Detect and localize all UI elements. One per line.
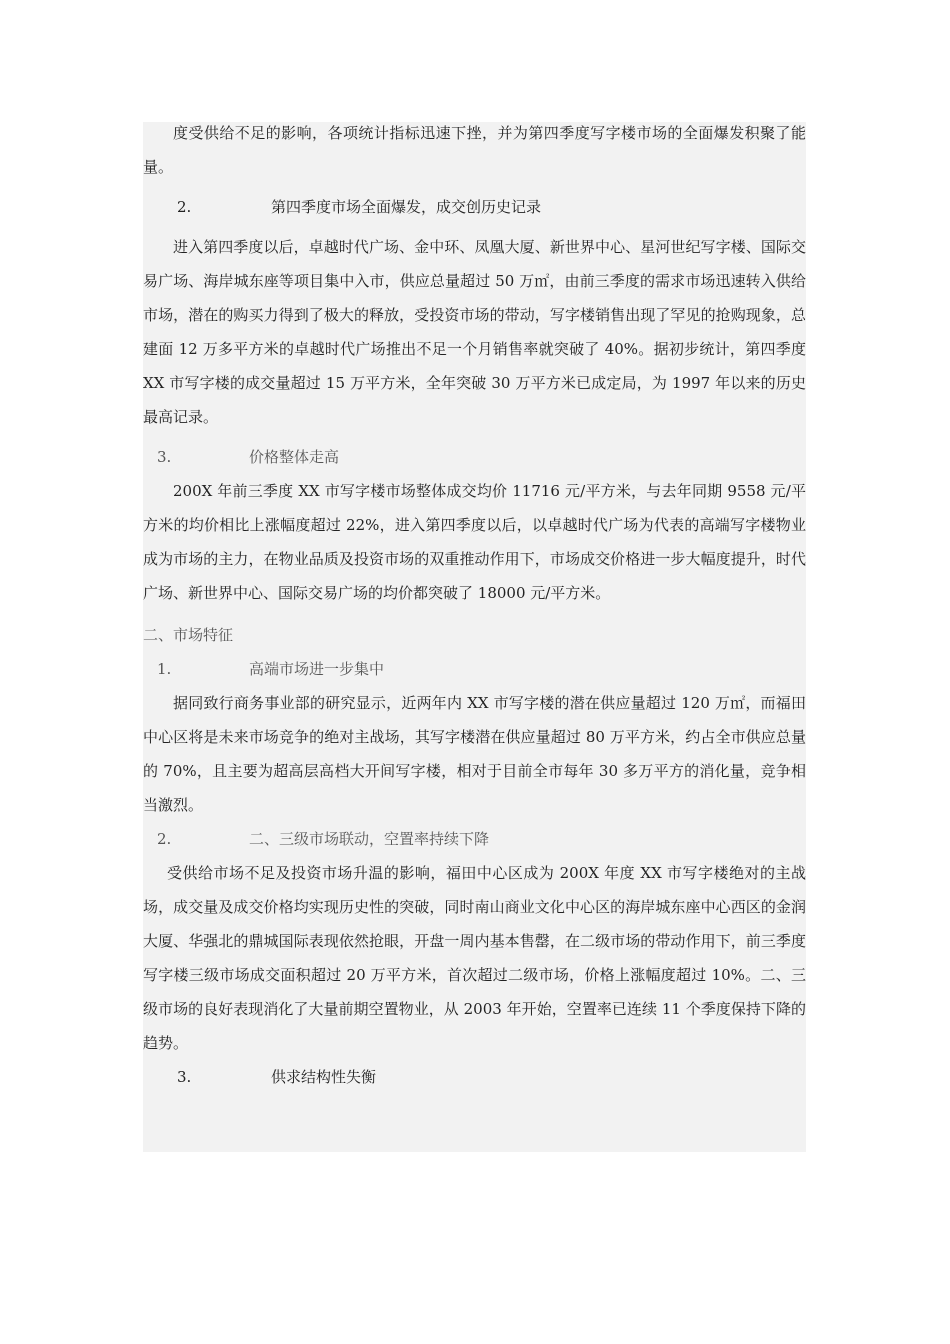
- heading-price-number: 3.: [157, 448, 172, 466]
- heading-concentration-number: 1.: [157, 660, 172, 678]
- concentration-paragraph: 据同致行商务事业部的研究显示，近两年内 XX 市写字楼的潜在供应量超过 120 万㎡，而福田中心区将是未来市场竞争的绝对主战场，其写字楼潜在供应量超过 80 万平方米，约占全市供应总量的 70%，且主要为超高层高档大开间写字楼，相对于目前全市每年 30 多万平方的消化量，竞争相当激烈。: [143, 694, 806, 814]
- heading-linkage-title: 二、三级市场联动，空置率持续下降: [249, 830, 490, 848]
- intro-paragraph: 度受供给不足的影响，各项统计指标迅速下挫，并为第四季度写字楼市场的全面爆发积聚了能量。: [143, 124, 806, 176]
- heading-q4-number: 2.: [177, 198, 192, 216]
- q4-paragraph: 进入第四季度以后，卓越时代广场、金中环、凤凰大厦、新世界中心、星河世纪写字楼、国际交易广场、海岸城东座等项目集中入市，供应总量超过 50 万㎡，由前三季度的需求市场迅速转入供给市场，潜在的购买力得到了极大的释放，受投资市场的带动，写字楼销售出现了罕见的抢购现象，总建面 12 万多平方米的卓越时代广场推出不足一个月销售率就突破了 40%。据初步统计，第四季度 XX 市写字楼的成交量超过 15 万平方米，全年突破 30 万平方米已成定局，为 1997 年以来的历史最高记录。: [143, 238, 806, 426]
- heading-q4-title: 第四季度市场全面爆发，成交创历史记录: [271, 198, 542, 216]
- heading-q4: [143, 190, 806, 224]
- heading-price: [143, 440, 806, 474]
- heading-linkage-number: 2.: [157, 830, 172, 848]
- heading-imbalance-title: 供求结构性失衡: [271, 1068, 377, 1086]
- heading-concentration: [143, 652, 806, 686]
- heading-price-title: 价格整体走高: [249, 448, 340, 466]
- document-body: [143, 116, 806, 1094]
- heading-imbalance-number: 3.: [177, 1068, 192, 1086]
- heading-imbalance: [143, 1060, 806, 1094]
- price-paragraph: 200X 年前三季度 XX 市写字楼市场整体成交均价 11716 元/平方米，与去年同期 9558 元/平方米的均价相比上涨幅度超过 22%，进入第四季度以后，以卓越时代广场为代表的高端写字楼物业成为市场的主力，在物业品质及投资市场的双重推动作用下，市场成交价格进一步大幅度提升，时代广场、新世界中心、国际交易广场的均价都突破了 18000 元/平方米。: [143, 482, 806, 602]
- linkage-paragraph: 受供给市场不足及投资市场升温的影响，福田中心区成为 200X 年度 XX 市写字楼绝对的主战场，成交量及成交价格均实现历史性的突破，同时南山商业文化中心区的海岸城东座中心西区的金润大厦、华强北的鼎城国际表现依然抢眼，开盘一周内基本售罄，在二级市场的带动作用下，前三季度写字楼三级市场成交面积超过 20 万平方米，首次超过二级市场，价格上涨幅度超过 10%。二、三级市场的良好表现消化了大量前期空置物业，从 2003 年开始，空置率已连续 11 个季度保持下降的趋势。: [143, 864, 806, 1052]
- chapter-two-title: 二、市场特征: [143, 626, 234, 644]
- heading-concentration-title: 高端市场进一步集中: [249, 660, 385, 678]
- heading-linkage: [143, 822, 806, 856]
